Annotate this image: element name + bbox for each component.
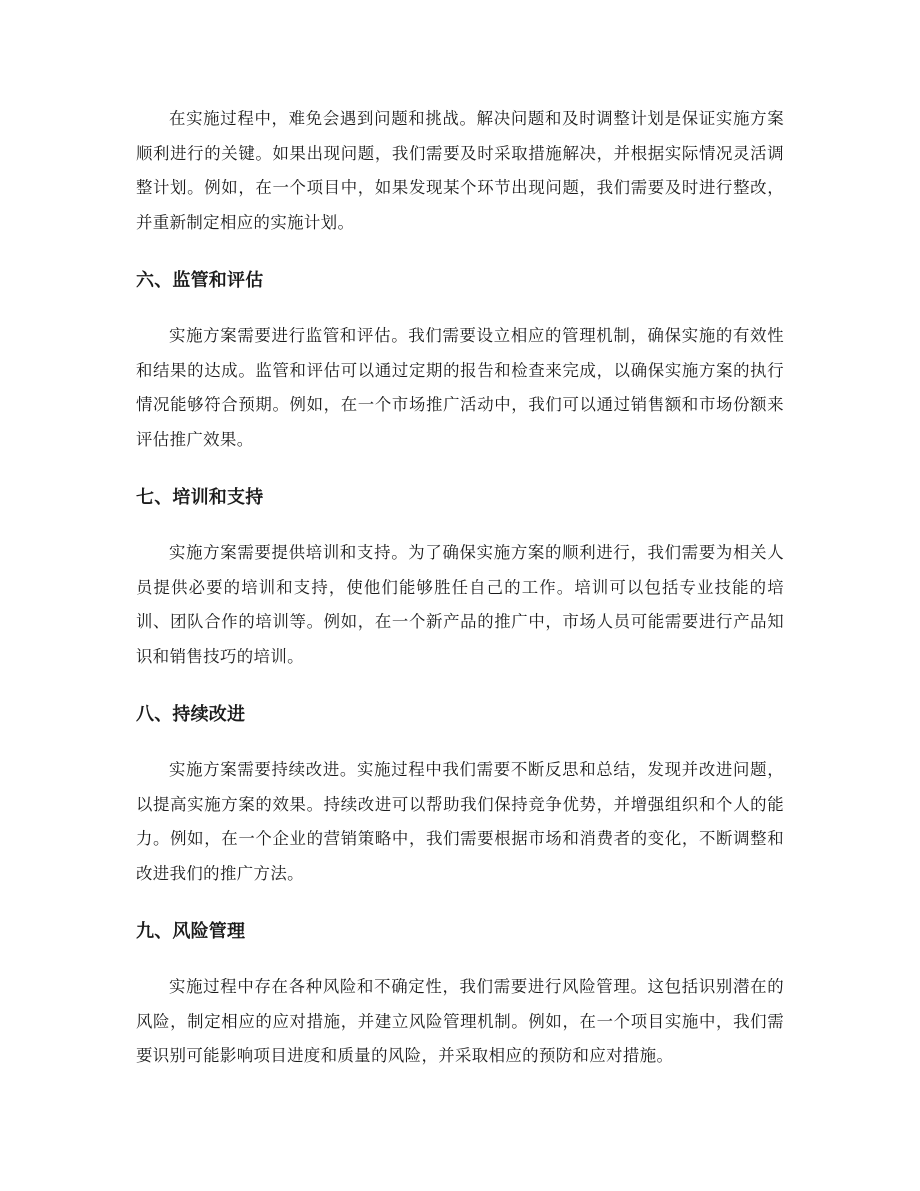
section-heading-training: 七、培训和支持 bbox=[136, 487, 264, 508]
section-heading-risk: 九、风险管理 bbox=[136, 921, 246, 942]
section-paragraph-training: 实施方案需要提供培训和支持。为了确保实施方案的顺利进行，我们需要为相关人员提供必要的培训和支持，使他们能够胜任自己的工作。培训可以包括专业技能的培训、团队合作的培训等。例如，在一个新产品的推广中，市场人员可能需要进行产品知识和销售技巧的培训。 bbox=[136, 543, 784, 666]
section-heading-supervision: 六、监管和评估 bbox=[136, 270, 264, 291]
section-paragraph-supervision: 实施方案需要进行监管和评估。我们需要设立相应的管理机制，确保实施的有效性和结果的达成。监管和评估可以通过定期的报告和检查来完成，以确保实施方案的执行情况能够符合预期。例如，在一个市场推广活动中，我们可以通过销售额和市场份额来评估推广效果。 bbox=[136, 326, 784, 449]
section-heading-improvement: 八、持续改进 bbox=[136, 704, 246, 725]
document-body bbox=[136, 102, 784, 1074]
section-paragraph-improvement: 实施方案需要持续改进。实施过程中我们需要不断反思和总结，发现并改进问题，以提高实施方案的效果。持续改进可以帮助我们保持竞争优势，并增强组织和个人的能力。例如，在一个企业的营销策略中，我们需要根据市场和消费者的变化，不断调整和改进我们的推广方法。 bbox=[136, 760, 784, 883]
section-paragraph-risk: 实施过程中存在各种风险和不确定性，我们需要进行风险管理。这包括识别潜在的风险，制定相应的应对措施，并建立风险管理机制。例如，在一个项目实施中，我们需要识别可能影响项目进度和质量的风险，并采取相应的预防和应对措施。 bbox=[136, 977, 784, 1065]
intro-paragraph: 在实施过程中，难免会遇到问题和挑战。解决问题和及时调整计划是保证实施方案顺利进行的关键。如果出现问题，我们需要及时采取措施解决，并根据实际情况灵活调整计划。例如，在一个项目中，如果发现某个环节出现问题，我们需要及时进行整改，并重新制定相应的实施计划。 bbox=[136, 109, 784, 232]
